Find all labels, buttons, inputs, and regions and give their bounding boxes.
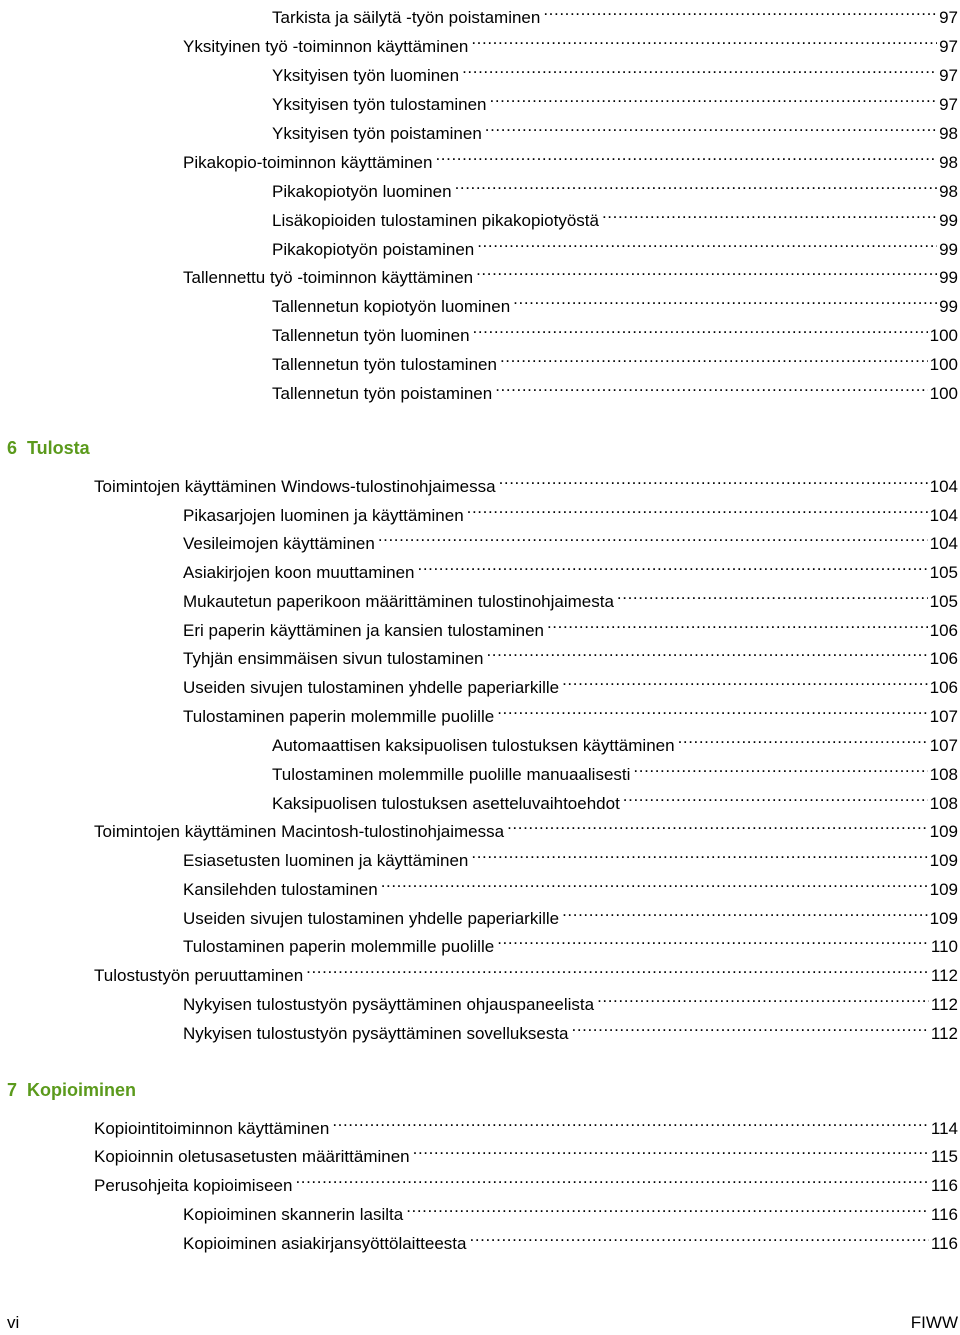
toc-entry[interactable] xyxy=(272,229,958,259)
entry-title: Yksityisen työn tulostaminen xyxy=(272,95,487,114)
dot-leader xyxy=(467,495,928,521)
entry-page: 116 xyxy=(930,1234,958,1253)
entry-page: 104 xyxy=(929,477,958,496)
dot-leader xyxy=(499,466,928,492)
dot-leader xyxy=(306,955,929,981)
dot-leader xyxy=(617,581,928,607)
toc-entry[interactable] xyxy=(272,113,958,143)
toc-entry[interactable] xyxy=(183,638,958,668)
dot-leader xyxy=(678,725,928,751)
dot-leader xyxy=(435,142,937,168)
dot-leader xyxy=(562,667,928,693)
entry-title: Pikasarjojen luominen ja käyttäminen xyxy=(183,506,464,525)
entry-title: Tallennettu työ -toiminnon käyttäminen xyxy=(183,268,474,287)
dot-leader xyxy=(471,26,937,52)
entry-page: 109 xyxy=(929,909,958,928)
toc-entry[interactable] xyxy=(272,344,958,374)
toc-entry[interactable] xyxy=(272,0,958,27)
entry-page: 99 xyxy=(939,211,958,230)
entry-title: Nykyisen tulostustyön pysäyttäminen sovelluksesta xyxy=(183,1024,569,1043)
entry-page: 114 xyxy=(930,1119,958,1138)
chapter-heading-6[interactable] xyxy=(7,434,90,462)
toc-entry[interactable] xyxy=(272,200,958,230)
entry-page: 106 xyxy=(929,678,958,697)
entry-page: 98 xyxy=(939,124,958,143)
dot-leader xyxy=(597,984,929,1010)
toc-entry[interactable] xyxy=(183,495,958,525)
entry-title: Pikakopiotyön luominen xyxy=(272,182,452,201)
footer-page-number: vi xyxy=(7,1313,20,1332)
toc-entry[interactable] xyxy=(183,581,958,611)
toc-entry[interactable] xyxy=(94,466,958,496)
dot-leader xyxy=(495,373,927,399)
entry-title: Tallennetun työn luominen xyxy=(272,326,470,345)
entry-page: 107 xyxy=(929,707,958,726)
entry-title: Useiden sivujen tulostaminen yhdelle paperiarkille xyxy=(183,909,560,928)
chapter-heading-7[interactable] xyxy=(7,1076,136,1104)
entry-page: 109 xyxy=(929,822,958,841)
toc-entry[interactable] xyxy=(183,523,958,553)
entry-title: Asiakirjojen koon muuttaminen xyxy=(183,563,415,582)
dot-leader xyxy=(485,113,937,139)
entry-title: Eri paperin käyttäminen ja kansien tulostaminen xyxy=(183,621,544,640)
toc-entry[interactable] xyxy=(272,171,958,201)
dot-leader xyxy=(507,811,928,837)
dot-leader xyxy=(486,638,927,664)
entry-page: 100 xyxy=(929,384,958,403)
entry-title: Kansilehden tulostaminen xyxy=(183,880,378,899)
entry-page: 97 xyxy=(939,37,958,56)
toc-entry[interactable] xyxy=(272,55,958,85)
dot-leader xyxy=(572,1013,929,1039)
dot-leader xyxy=(497,696,927,722)
entry-title: Tulostaminen molemmille puolille manuaalisesti xyxy=(272,765,631,784)
entry-page: 104 xyxy=(929,534,958,553)
dot-leader xyxy=(543,0,937,23)
entry-page: 116 xyxy=(930,1176,958,1195)
dot-leader xyxy=(332,1108,929,1134)
dot-leader xyxy=(500,344,928,370)
entry-title: Esiasetusten luominen ja käyttäminen xyxy=(183,851,469,870)
entry-title: Vesileimojen käyttäminen xyxy=(183,534,375,553)
entry-page: 108 xyxy=(929,794,958,813)
entry-page: 108 xyxy=(929,765,958,784)
entry-page: 100 xyxy=(929,326,958,345)
dot-leader xyxy=(381,869,928,895)
toc-entry[interactable] xyxy=(183,869,958,899)
dot-leader xyxy=(476,257,937,283)
entry-title: Yksityisen työn luominen xyxy=(272,66,460,85)
entry-page: 110 xyxy=(930,937,958,956)
entry-title: Tarkista ja säilytä -työn poistaminen xyxy=(272,8,541,27)
entry-title: Tyhjän ensimmäisen sivun tulostaminen xyxy=(183,649,484,668)
toc-entry[interactable] xyxy=(272,725,958,755)
entry-page: 98 xyxy=(939,153,958,172)
entry-title: Pikakopio-toiminnon käyttäminen xyxy=(183,153,433,172)
dot-leader xyxy=(406,1194,929,1220)
toc-entry[interactable] xyxy=(183,696,958,726)
toc-entry[interactable] xyxy=(183,984,958,1014)
toc-entry[interactable] xyxy=(183,26,958,56)
toc-entry[interactable] xyxy=(183,898,958,928)
dot-leader xyxy=(473,315,928,341)
entry-page: 105 xyxy=(929,563,958,582)
entry-title: Yksityisen työn poistaminen xyxy=(272,124,482,143)
entry-page: 97 xyxy=(939,8,958,27)
dot-leader xyxy=(295,1165,928,1191)
toc-entry[interactable] xyxy=(272,754,958,784)
toc-entry[interactable] xyxy=(183,667,958,697)
dot-leader xyxy=(602,200,937,226)
entry-title: Automaattisen kaksipuolisen tulostuksen käyttäminen xyxy=(272,736,675,755)
toc-entry[interactable] xyxy=(272,286,958,316)
entry-title: Useiden sivujen tulostaminen yhdelle paperiarkille xyxy=(183,678,560,697)
entry-page: 104 xyxy=(929,506,958,525)
entry-title: Kaksipuolisen tulostuksen asetteluvaihtoehdot xyxy=(272,794,620,813)
dot-leader xyxy=(413,1136,929,1162)
toc-entry[interactable] xyxy=(183,840,958,870)
entry-page: 105 xyxy=(929,592,958,611)
dot-leader xyxy=(562,898,928,924)
entry-title: Tallennetun työn poistaminen xyxy=(272,384,493,403)
entry-title: Mukautetun paperikoon määrittäminen tulostinohjaimesta xyxy=(183,592,614,611)
entry-page: 112 xyxy=(930,1024,958,1043)
entry-title: Toimintojen käyttäminen Windows-tulostinohjaimessa xyxy=(94,477,496,496)
entry-title: Kopioiminen skannerin lasilta xyxy=(183,1205,404,1224)
entry-title: Kopiointitoiminnon käyttäminen xyxy=(94,1119,330,1138)
toc-entry[interactable] xyxy=(272,373,958,403)
entry-page: 112 xyxy=(930,995,958,1014)
toc-entry[interactable] xyxy=(183,610,958,640)
toc-entry[interactable] xyxy=(94,1108,958,1138)
entry-page: 116 xyxy=(930,1205,958,1224)
entry-title: Toimintojen käyttäminen Macintosh-tulostinohjaimessa xyxy=(94,822,505,841)
toc-entry[interactable] xyxy=(94,1136,958,1166)
toc-entry[interactable] xyxy=(94,811,958,841)
entry-title: Tallennetun kopiotyön luominen xyxy=(272,297,511,316)
entry-title: Yksityinen työ -toiminnon käyttäminen xyxy=(183,37,469,56)
toc-entry[interactable] xyxy=(183,257,958,287)
entry-title: Perusohjeita kopioimiseen xyxy=(94,1176,293,1195)
chapter-title: Tulosta xyxy=(27,438,90,458)
toc-entry[interactable] xyxy=(183,1194,958,1224)
chapter-number: 6 xyxy=(7,438,18,458)
entry-page: 97 xyxy=(939,66,958,85)
footer-locale: FIWW xyxy=(910,1313,958,1332)
entry-page: 98 xyxy=(939,182,958,201)
dot-leader xyxy=(462,55,937,81)
toc-entry[interactable] xyxy=(94,955,958,985)
toc-entry[interactable] xyxy=(94,1165,958,1195)
toc-entry[interactable] xyxy=(183,1013,958,1043)
dot-leader xyxy=(513,286,937,312)
entry-page: 99 xyxy=(939,268,958,287)
toc-entry[interactable] xyxy=(272,84,958,114)
entry-title: Tallennetun työn tulostaminen xyxy=(272,355,497,374)
dot-leader xyxy=(623,783,928,809)
entry-page: 112 xyxy=(930,966,958,985)
entry-page: 99 xyxy=(939,240,958,259)
toc-entry[interactable] xyxy=(272,315,958,345)
dot-leader xyxy=(470,1223,929,1249)
dot-leader xyxy=(633,754,927,780)
dot-leader xyxy=(547,610,928,636)
entry-title: Tulostustyön peruuttaminen xyxy=(94,966,304,985)
toc-entry[interactable] xyxy=(183,926,958,956)
dot-leader xyxy=(455,171,938,197)
entry-title: Lisäkopioiden tulostaminen pikakopiotyöstä xyxy=(272,211,599,230)
entry-title: Tulostaminen paperin molemmille puolille xyxy=(183,937,495,956)
dot-leader xyxy=(477,229,937,255)
entry-title: Kopioinnin oletusasetusten määrittäminen xyxy=(94,1147,410,1166)
chapter-number: 7 xyxy=(7,1080,18,1100)
entry-page: 100 xyxy=(929,355,958,374)
dot-leader xyxy=(490,84,938,110)
entry-page: 106 xyxy=(929,649,958,668)
entry-title: Pikakopiotyön poistaminen xyxy=(272,240,475,259)
toc-entry[interactable] xyxy=(183,142,958,172)
entry-page: 106 xyxy=(929,621,958,640)
toc-entry[interactable] xyxy=(272,783,958,813)
entry-title: Tulostaminen paperin molemmille puolille xyxy=(183,707,495,726)
toc-entry[interactable] xyxy=(183,552,958,582)
entry-page: 107 xyxy=(929,736,958,755)
entry-page: 109 xyxy=(929,880,958,899)
entry-page: 99 xyxy=(939,297,958,316)
entry-title: Kopioiminen asiakirjansyöttölaitteesta xyxy=(183,1234,467,1253)
chapter-title: Kopioiminen xyxy=(27,1080,136,1100)
dot-leader xyxy=(497,926,929,952)
dot-leader xyxy=(418,552,928,578)
dot-leader xyxy=(471,840,927,866)
toc-entry[interactable] xyxy=(183,1223,958,1253)
entry-title: Nykyisen tulostustyön pysäyttäminen ohjauspaneelista xyxy=(183,995,595,1014)
entry-page: 109 xyxy=(929,851,958,870)
entry-page: 115 xyxy=(930,1147,958,1166)
entry-page: 97 xyxy=(939,95,958,114)
dot-leader xyxy=(378,523,928,549)
